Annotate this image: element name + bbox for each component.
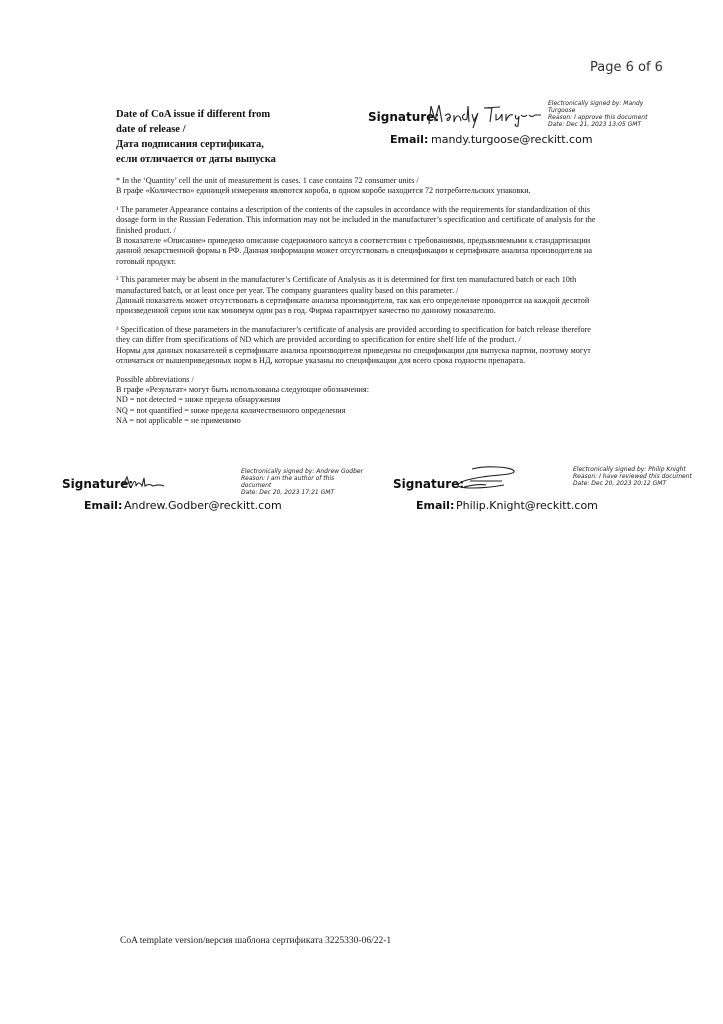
handwritten-signature-philip — [452, 463, 522, 493]
footnotes-section — [116, 176, 661, 435]
esign-stamp-right: Electronically signed by: Philip Knight Reason: I have reviewed this document Date: Dec 20, 2023 20:12 GMT — [573, 466, 692, 487]
note-appearance: ¹ The parameter Appearance contains a description of the contents of the capsules in accordance with the requirements for standardization of this dosage form in the Russian Federation. This information may not be included in the manufacturer’s specification and certificate of analysis for the finished product. / В показателе «Описание» приведено описание содержимого капсул в соответствии с требованиями, предъявляемыми к стандартизации данной лекарственной формы в РФ. Данная информация может отсутствовать в спецификации и сертификате анализа производителя на готовый продукт. — [116, 204, 596, 266]
note-abbreviations: Possible abbreviations / В графе «Результат» могут быть использованы следующие обозначения: ND = not detected = ниже предела обнаружения NQ = not quantified = ниже предела количественного определения NA = not applicable = не применимо — [116, 374, 369, 426]
note-specification: ³ Specification of these parameters in the manufacturer’s certificate of analysis are provided according to specification for batch release therefore they can differ from specifications of ND which are provided according to specification for entire shelf life of the product. / Нормы для данных показателей в сертификате анализа производителя приведены по спецификации для выпуска партии, поэтому могут отличаться от вышеприведенных норм в НД, которые указаны по спецификации для всего срока годности препарата. — [116, 324, 591, 366]
signature-label-right: Signature: — [393, 477, 465, 491]
signature-label-left: Signature: — [62, 477, 134, 491]
note-quantity: * In the ‘Quantity’ cell the unit of measurement is cases. 1 case contains 72 consumer units / В графе «Количество» единицей измерения являются короба, в одном коробе находится 72 потребительских упаковки. — [116, 176, 531, 196]
date-label-line: если отличается от даты выпуска — [116, 154, 276, 165]
note-parameter-frequency: ² This parameter may be absent in the manufacturer’s Certificate of Analysis as it is determined for first ten manufactured batch or each 10th manufactured batch, or at least once per year. The company guarantees quality based on this parameter. / Данный показатель может отсутствовать в сертификате анализа производителя, так как его определение проводится на каждой десятой произведенной серии или как минимум один раз в год. Фирма гарантирует качество по данному показателю. — [116, 275, 590, 316]
esign-stamp-top: Electronically signed by: Mandy Turgoose Reason: I approve this document Date: Dec 21, 2023 13:05 GMT — [548, 100, 648, 128]
template-version-footer: CoA template version/версия шаблона сертификата 3225330-06/22-1 — [120, 936, 392, 946]
email-label-top: Email: — [390, 133, 429, 146]
email-label-right: Email: — [416, 499, 455, 512]
date-label-line: Date of CoA issue if different from — [116, 109, 271, 120]
email-value-right: Philip.Knight@reckitt.com — [456, 499, 598, 512]
handwritten-signature-mandy — [426, 100, 544, 130]
esign-stamp-left: Electronically signed by: Andrew Godber Reason: I am the author of this document Date: Dec 20, 2023 17:21 GMT — [241, 468, 364, 496]
signature-label-top: Signature: — [368, 110, 440, 124]
email-value-left: Andrew.Godber@reckitt.com — [124, 499, 282, 512]
email-label-left: Email: — [84, 499, 123, 512]
coa-issue-date-label — [116, 107, 316, 167]
date-label-line: date of release / — [116, 124, 186, 135]
handwritten-signature-andrew — [120, 474, 166, 490]
email-value-top: mandy.turgoose@reckitt.com — [431, 133, 593, 146]
page-number: Page 6 of 6 — [590, 60, 663, 75]
date-label-line: Дата подписания сертификата, — [116, 139, 264, 150]
